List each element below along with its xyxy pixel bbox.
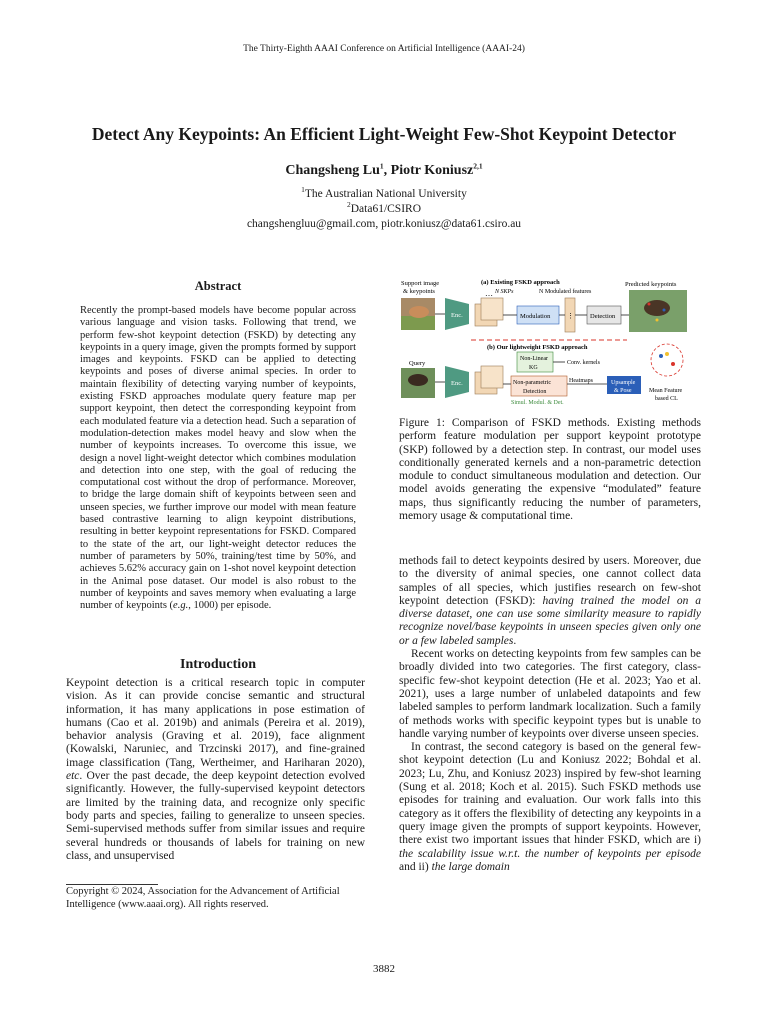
intro-etc: etc <box>66 770 80 783</box>
page-number: 3882 <box>373 963 395 975</box>
fig-label-enc-2: Enc. <box>451 380 463 387</box>
author-1-name: Changsheng Lu <box>285 163 380 178</box>
rc-p1-emphasis: having trained the model on a diverse dataset, one can use some similarity measure to rapidly recognize novel/base keypoints in unseen species given only one or a few labeled samples <box>399 594 701 647</box>
abstract-body <box>80 305 356 612</box>
abstract-text-end: , 1000) per episode. <box>188 600 272 612</box>
author-1-sup: 1 <box>379 161 384 171</box>
fig-label-detection: Detection <box>590 313 616 320</box>
fig-label-support: Support image <box>401 280 440 287</box>
predicted-kp-3 <box>656 319 659 322</box>
rc-p3-mid: and ii) <box>399 860 432 873</box>
author-emails: changshengluu@gmail.com, piotr.koniusz@data61.csiro.au <box>246 218 522 230</box>
rc-p3-emphasis-2: the large domain <box>431 860 510 873</box>
support-feature-cube-back <box>481 298 503 320</box>
introduction-body <box>66 677 365 863</box>
fig-label-support2: & keypoints <box>403 288 435 295</box>
fig-ellipsis-1: … <box>485 289 493 298</box>
fig-label-a: (a) Existing FSKD approach <box>481 279 560 286</box>
mean-feature-point-3 <box>665 352 669 356</box>
query-animal <box>408 374 428 386</box>
figure-1-caption: Figure 1: Comparison of FSKD methods. Existing methods perform feature modulation per support keypoint prototype (SKP) followed by a detection step. In contrast, our model uses conditionally generated kernels and a non-parametric detection module to conduct simultaneous modulation and detection. Our model avoids generating the expensive “modulated” feature maps, thus significantly reducing the number of parameters, memory usage & computational time. <box>399 417 701 523</box>
fig-label-simul: Simul. Modul. & Det. <box>511 400 564 406</box>
paper-title: Detect Any Keypoints: An Efficient Light-Weight Few-Shot Keypoint Detector <box>91 124 677 144</box>
right-column-body <box>399 555 701 874</box>
fig-label-pose: & Pose <box>614 388 632 394</box>
abstract-eg: e.g. <box>173 600 189 612</box>
fig-label-pred: Predicted keypoints <box>625 281 677 288</box>
fig-label-heatmaps: Heatmaps <box>569 378 593 384</box>
fig-label-enc-1: Enc. <box>451 312 463 319</box>
fig-label-b: (b) Our lightweight FSKD approach <box>487 344 588 351</box>
rc-p3-emphasis-1: the scalability issue w.r.t. the number of keypoints per episode <box>399 847 701 860</box>
author-2-name: Piotr Koniusz <box>390 163 474 178</box>
mean-feature-point-1 <box>659 354 663 358</box>
predicted-kp-1 <box>648 303 651 306</box>
intro-text: Keypoint detection is a critical research topic in computer vision. As it can provide concise semantic and structural information, it has many applications in pose estimation of humans (Cao et al. 2019b) and animals (Pereira et al. 2019), behavior analysis (Graving et al. 2019), face alignment (Kowalski, Naruniec, and Trzcinski 2017), and fine-grained image classification (Tang, Wertheimer, and Hariharan 2020), <box>66 677 365 769</box>
abstract-heading: Abstract <box>194 279 242 293</box>
mean-feature-point-2 <box>671 362 675 366</box>
fig-label-modulation: Modulation <box>520 313 551 320</box>
fig-label-basedcl: based CL <box>655 396 678 402</box>
footnote-rule <box>66 884 158 885</box>
affiliation-2-text: Data61/CSIRO <box>350 203 422 215</box>
fig-label-nonlinear: Non-Linear <box>520 356 548 362</box>
author-list: Changsheng Lu$^1$, Piotr Koniusz$^{2,1}$ <box>285 161 483 178</box>
affiliation-2 <box>0 202 768 217</box>
affiliation-2-sup: 2 <box>346 200 351 210</box>
support-animal <box>409 306 429 318</box>
rc-p2: Recent works on detecting keypoints from few samples can be broadly divided into two categories. The first category, class-specific few-shot keypoint detection (He et al. 2023; Yao et al. 2021), uses a large number of unlabeled datapoints and few labeled samples to perform landmark localization. Such a family of methods works with specific keypoint types but is unable to handle varying number of keypoints over diverse unseen species. <box>399 648 701 740</box>
fig-label-kg: KG <box>529 365 538 371</box>
fig-vertical-dots: ⋮ <box>567 312 574 320</box>
predicted-animal <box>644 300 670 316</box>
rc-p1-text: methods fail to detect keypoints desired by users. Moreover, due to the diversity of animal species, one cannot collect data samples of all species, which justifies research on few-shot keypoint detection (FSKD): <box>399 555 701 607</box>
rc-p3 <box>399 741 701 874</box>
fig-label-detection2: Detection <box>523 389 547 395</box>
fig-label-meanfeat: Mean Feature <box>649 388 683 394</box>
affiliation-1-text: The Australian National University <box>304 188 467 200</box>
affiliation-1-sup: 1 <box>301 185 305 195</box>
fig-label-nmod: N Modulated features <box>539 289 592 295</box>
query-feature-cube-back <box>481 366 503 388</box>
intro-text-cont: . Over the past decade, the deep keypoint detection evolved significantly. However, the fully-supervised keypoint detectors are limited by the training data, and recognize only specific body parts and species, failing to generalize to unseen species. Semi-supervised methods suffer from similar issues and require several hundreds or thousands of labels for training on new class, and unsupervised <box>66 770 365 862</box>
affiliation-1 <box>0 187 768 202</box>
author-2-sup: 2,1 <box>473 161 483 171</box>
support-image-grass <box>401 316 435 330</box>
abstract-text: Recently the prompt-based models have become popular across various language and vision tasks. Following that trend, we perform few-shot keypoint detection (FSKD) by detecting any keypoints in a query image, given the prompts formed by support images and keypoints. FSKD can be applied to detecting keypoints and poses of diverse animal species. In order to maintain flexibility of detecting varying number of keypoints, existing FSKD approaches modulate query feature map per support keypoint, then detect the corresponding keypoint from each modulated feature via a detection head. Such a separation of modulation-detection makes model heavy and slow when the number of keypoints increases. To overcome this issue, we design a novel light-weight detector which combines modulation and detection into one step, with the goal of reducing the computational cost without the drop of performance. Moreover, to bridge the large domain shift of keypoints between seen and unseen species, we further improve our model with mean feature based contrastive learning to align keypoint distributions, resulting in better keypoint representations for FSKD. Compared to the state of the art, our light-weight detector reduces the number of parameters by 50%, training/test time by 50%, and achieves 5.62% accuracy gain on 1-shot novel keypoint detection in the Animal pose dataset. Our model is also robust to the number of keypoints and saves memory when evaluating a large number of keypoints ( <box>80 305 356 612</box>
figure-1-diagram <box>399 276 699 408</box>
rc-p3-text: In contrast, the second category is based on the general few-shot keypoint detection (Lu and Koniusz 2022; Bohdal et al. 2023; Lu, Zhu, and Koniusz 2023) inspired by few-shot learning (Sung et al. 2018; Koch et al. 2015). Such FSKD methods use episodes for training and evaluation. Our work falls into this category as it offers the flexibility of detecting any keypoints in a query image given the prompts of support keypoints. However, there exist two important issues that hinder FSKD, which are i) <box>399 741 701 847</box>
mean-feature-circle <box>651 344 683 376</box>
introduction-heading: Introduction <box>180 657 256 672</box>
conference-header: The Thirty-Eighth AAAI Conference on Artificial Intelligence (AAAI-24) <box>243 44 525 54</box>
fig-label-conv: Conv. kernels <box>567 360 600 366</box>
fig-label-nonparam: Non-parametric <box>513 380 551 386</box>
figure-1 <box>399 276 699 408</box>
rc-p1-end: . <box>513 634 517 647</box>
fig-label-nskps: N SKPs <box>495 289 514 295</box>
fig-label-query: Query <box>409 360 426 367</box>
copyright-notice: Copyright © 2024, Association for the Advancement of Artificial Intelligence (www.aaai.org). All rights reserved. <box>66 886 340 910</box>
fig-label-upsample: Upsample <box>611 380 636 386</box>
predicted-kp-2 <box>663 309 666 312</box>
